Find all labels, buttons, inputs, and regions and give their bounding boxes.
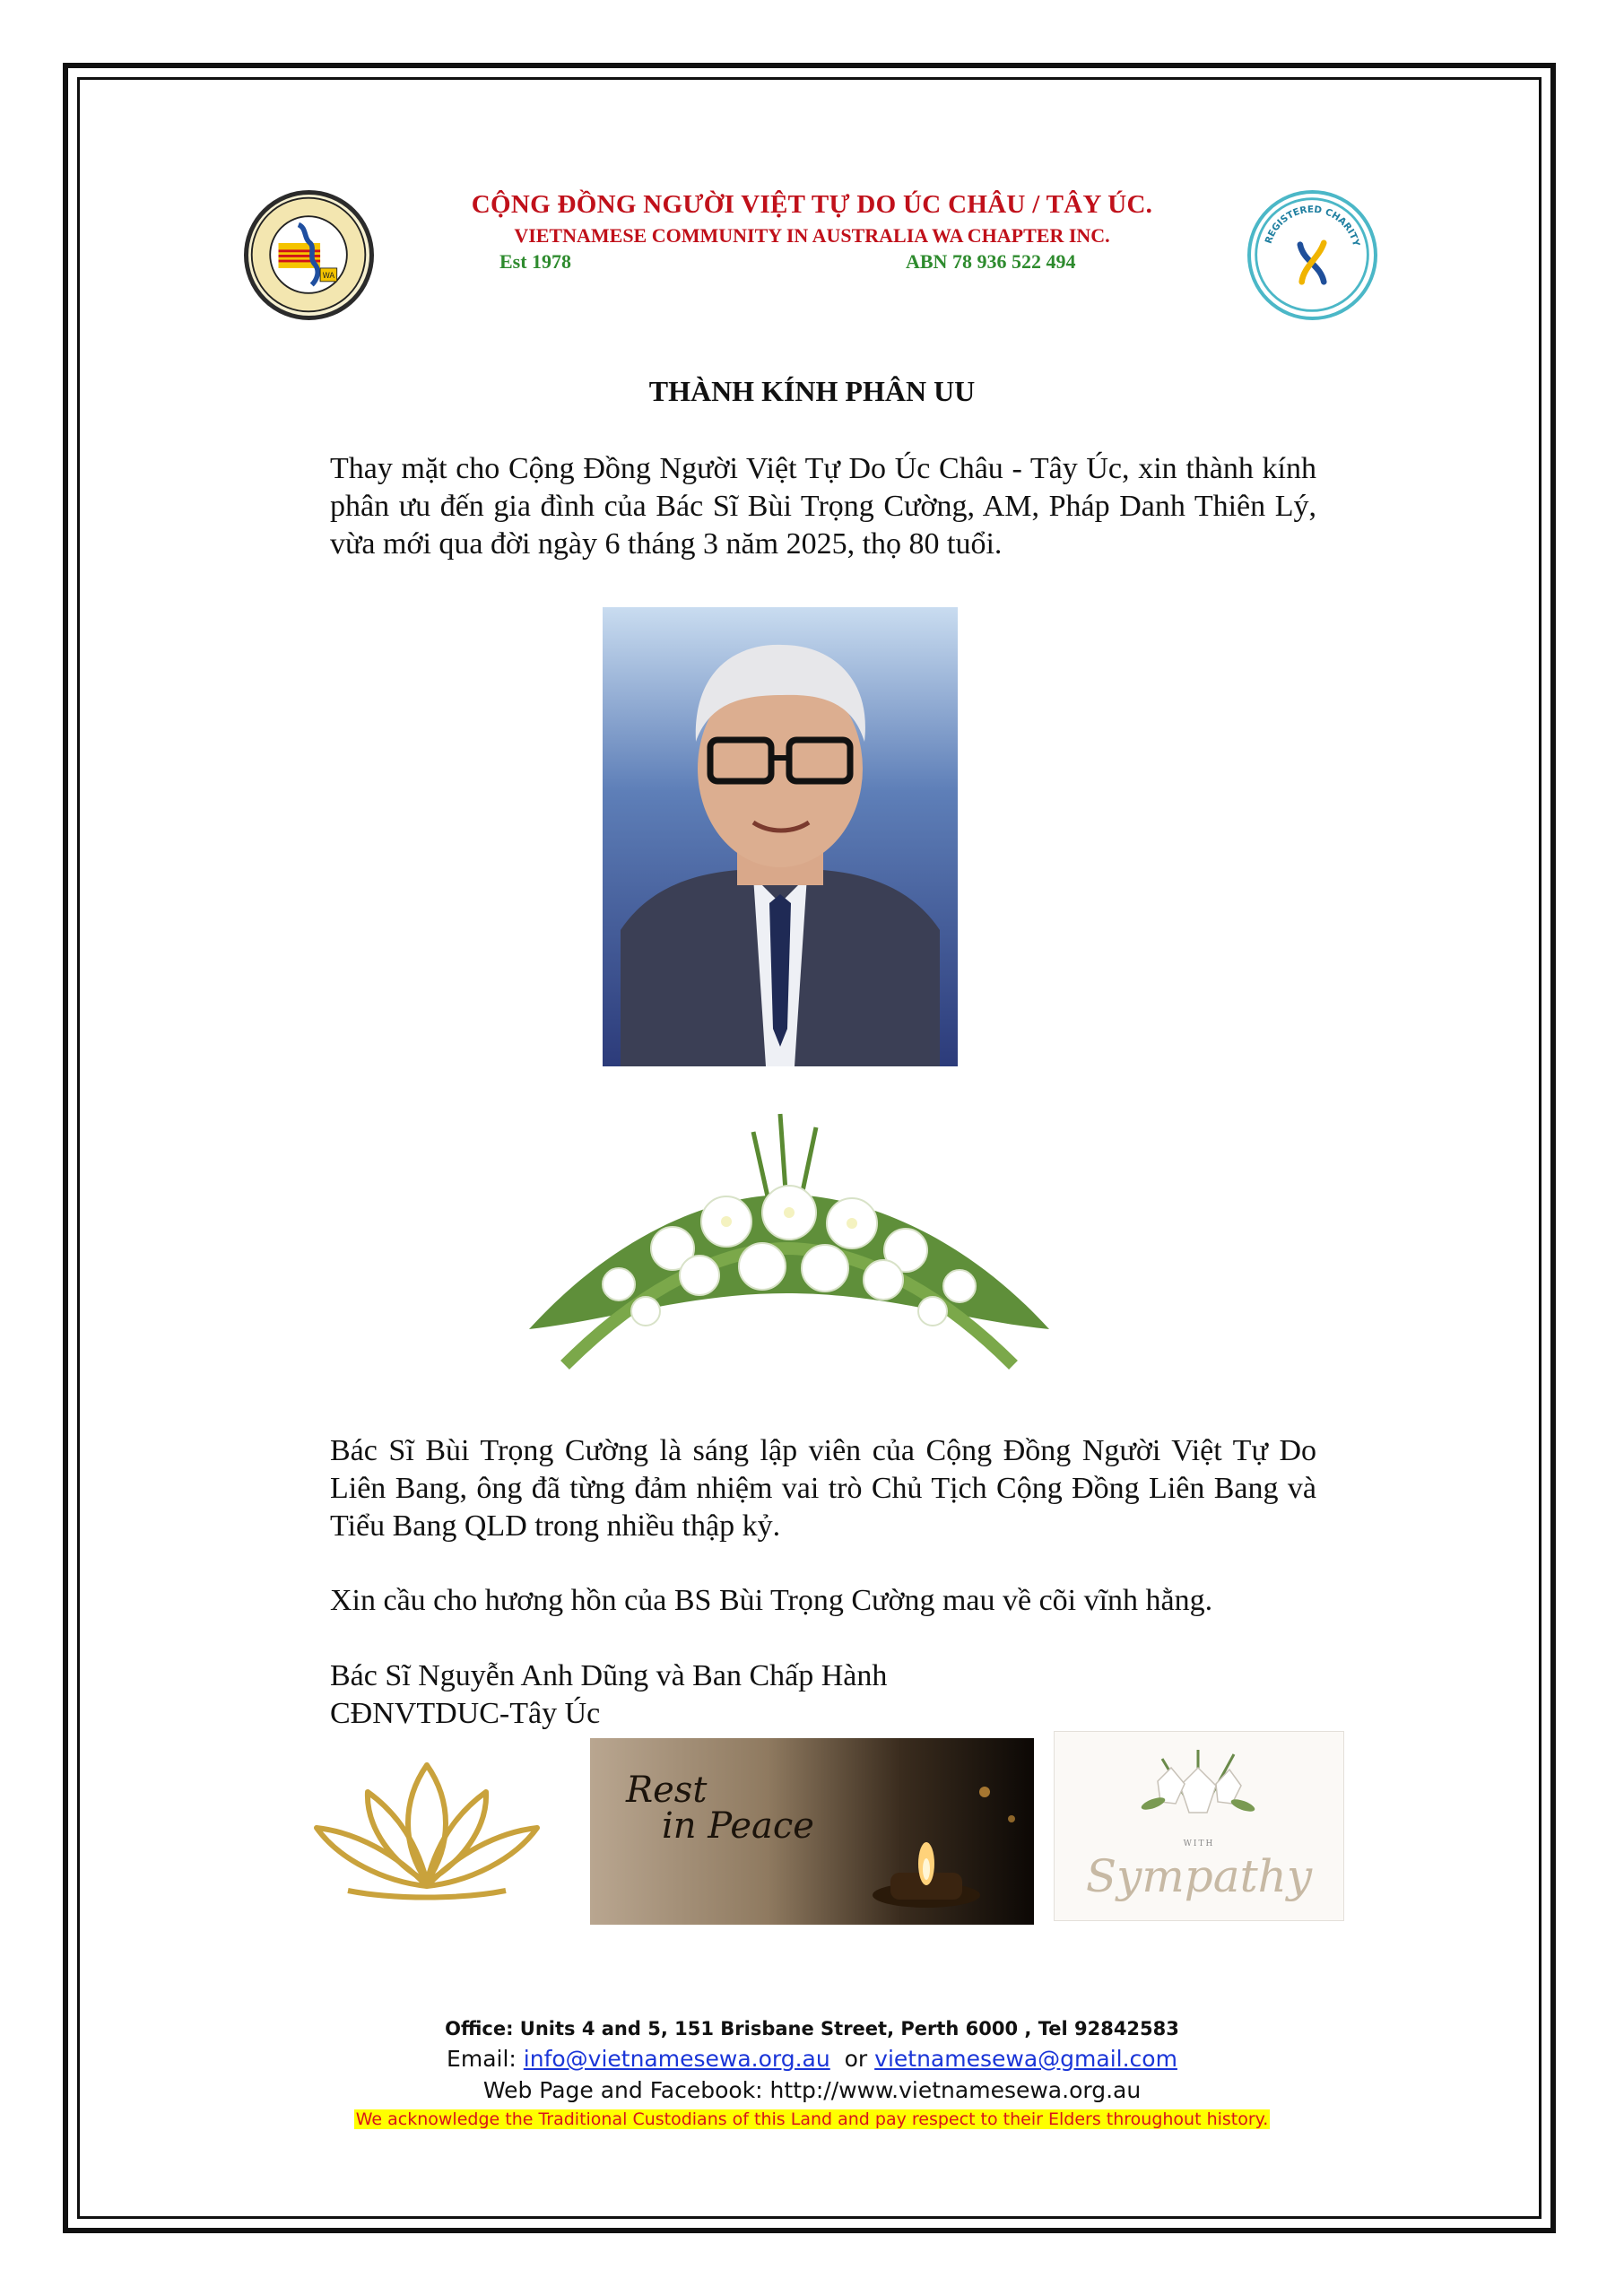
sympathy-label: Sympathy <box>1085 1850 1313 1902</box>
biography-paragraph: Bác Sĩ Bùi Trọng Cường là sáng lập viên của Cộng Đồng Người Việt Tự Do Liên Bang, ông đã từng đảm nhiệm vai trò Chủ Tịch Cộng Đồng Liên Bang và Tiểu Bang QLD trong nhiều thập kỷ. <box>330 1434 1316 1543</box>
acknowledgement-line <box>0 2109 1624 2129</box>
email-link-info[interactable]: info@vietnamesewa.org.au <box>523 2046 830 2072</box>
org-name-vietnamese: CỘNG ĐỒNG NGƯỜI VIỆT TỰ DO ÚC CHÂU / TÂY ÚC. <box>471 190 1153 219</box>
svg-text:WA: WA <box>322 271 335 281</box>
prayer-line: Xin cầu cho hương hồn của BS Bùi Trọng Cường mau về cõi vĩnh hằng. <box>330 1584 1213 1617</box>
office-address: Office: Units 4 and 5, 151 Brisbane Street, Perth 6000 , Tel 92842583 <box>445 2018 1179 2039</box>
registered-charity-logo <box>1247 190 1377 320</box>
email-line <box>0 2046 1624 2072</box>
rest-in-peace-image <box>590 1738 1034 1925</box>
white-flower-arrangement <box>511 1096 1063 1441</box>
signature-line-2: CĐNVTDUC-Tây Úc <box>330 1697 601 1730</box>
portrait-photo <box>603 607 958 1066</box>
condolence-paragraph: Thay mặt cho Cộng Đồng Người Việt Tự Do Úc Châu - Tây Úc, xin thành kính phân ưu đến gia đình của Bác Sĩ Bùi Trọng Cường, AM, Pháp Danh Thiên Lý, vừa mới qua đời ngày 6 tháng 3 năm 2025, thọ 80 tuổi. <box>330 452 1316 561</box>
rip-line-2: in Peace <box>662 1805 814 1847</box>
signature-block <box>330 1657 1316 1733</box>
with-sympathy-card <box>1054 1731 1344 1921</box>
sympathy-with-label: WITH <box>1183 1839 1215 1848</box>
notice-title: THÀNH KÍNH PHÂN UU <box>648 375 976 407</box>
org-name-english: VIETNAMESE COMMUNITY IN AUSTRALIA WA CHAPTER INC. <box>514 224 1110 247</box>
rest-in-peace-text <box>626 1770 814 1847</box>
svg-text:REGISTERED CHARITY: REGISTERED CHARITY <box>1263 204 1362 248</box>
abn-number: ABN 78 936 522 494 <box>906 250 1076 273</box>
signature-line-1: Bác Sĩ Nguyễn Anh Dũng và Ban Chấp Hành <box>330 1659 888 1692</box>
golden-lotus-image <box>294 1747 560 1909</box>
web-line: Web Page and Facebook: http://www.vietnamesewa.org.au <box>482 2077 1142 2103</box>
email-link-gmail[interactable]: vietnamesewa@gmail.com <box>874 2046 1177 2072</box>
email-separator: or <box>829 2046 875 2072</box>
acknowledgement-text: We acknowledge the Traditional Custodians of this Land and pay respect to their Elders throughout history. <box>355 2109 1269 2129</box>
rip-line-1: Rest <box>626 1770 708 1811</box>
email-label: Email: <box>447 2046 524 2072</box>
established-year: Est 1978 <box>499 250 572 273</box>
